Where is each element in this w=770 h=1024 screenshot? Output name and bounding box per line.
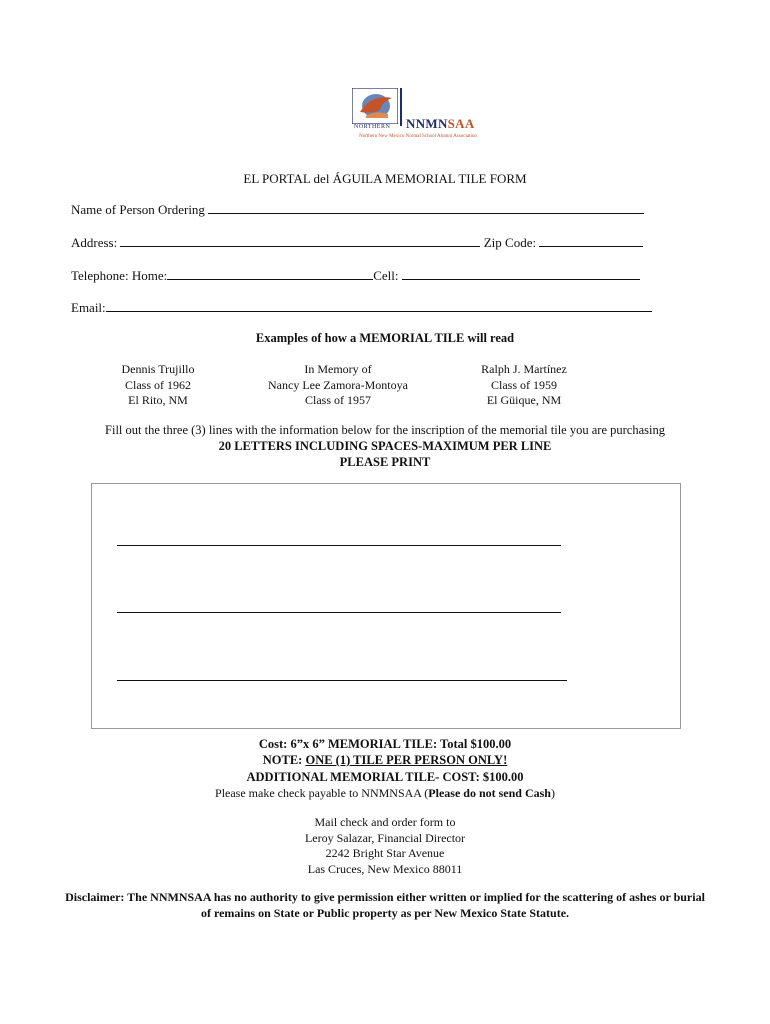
disclaimer-text: Disclaimer: The NNMNSAA has no authority to give permission either written or implied for the scattering of ashes or burial of remains on State or Public property as per New Mexico State Statute.	[65, 890, 705, 920]
inscription-line-3[interactable]	[117, 680, 567, 681]
phone-home-label: Telephone: Home:	[71, 268, 168, 283]
mailing-address	[0, 815, 770, 877]
please-print-text: PLEASE PRINT	[339, 455, 431, 469]
example-line: Class of 1957	[305, 393, 371, 407]
mail-line: Leroy Salazar, Financial Director	[304, 830, 466, 845]
name-field[interactable]	[208, 202, 644, 214]
logo-divider	[400, 88, 402, 126]
example-line: In Memory of	[304, 362, 372, 376]
logo-subtitle: Northern New Mexico Normal School Alumni Association	[359, 134, 477, 139]
mail-line: 2242 Bright Star Avenue	[325, 846, 445, 860]
phone-row	[71, 268, 640, 284]
form-title: EL PORTAL del ÁGUILA MEMORIAL TILE FORM	[243, 171, 527, 186]
example-3	[464, 362, 584, 409]
inscription-line-2[interactable]	[117, 612, 561, 613]
zip-field[interactable]	[539, 235, 643, 247]
example-line: Class of 1959	[491, 377, 557, 392]
check-prefix: Please make check payable to NNMNSAA (	[215, 786, 429, 800]
check-suffix: )	[550, 786, 555, 800]
logo-northern-text: NORTHERN	[354, 124, 391, 130]
example-2	[248, 362, 428, 409]
example-1	[98, 362, 218, 409]
eagle-emblem-icon	[352, 88, 398, 124]
note-prefix: NOTE:	[262, 753, 306, 767]
cost-text: Cost: 6”x 6” MEMORIAL TILE: Total $100.00	[258, 737, 512, 751]
note-text	[0, 753, 770, 768]
address-field[interactable]	[120, 235, 480, 247]
example-line: El Güique, NM	[486, 393, 562, 407]
name-label: Name of Person Ordering	[71, 202, 205, 217]
example-line: Nancy Lee Zamora-Montoya	[268, 377, 408, 392]
logo-nnm-text: NNMN	[406, 116, 448, 131]
cell-field[interactable]	[402, 268, 640, 280]
logo-wordmark	[406, 116, 475, 132]
logo-saa-text: SAA	[447, 116, 475, 131]
example-line: Ralph J. Martínez	[481, 362, 567, 376]
instructions-text: Fill out the three (3) lines with the information below for the inscription of the memorial tile you are purchasing	[105, 423, 665, 437]
examples-title: Examples of how a MEMORIAL TILE will read	[255, 331, 515, 345]
cell-label: Cell:	[373, 268, 399, 283]
name-row	[71, 202, 644, 218]
example-line: Dennis Trujillo	[121, 362, 195, 376]
check-bold: Please do not send Cash	[428, 786, 551, 800]
inscription-line-1[interactable]	[117, 545, 561, 546]
note-underlined: ONE (1) TILE PER PERSON ONLY!	[305, 753, 508, 767]
check-payable-text	[0, 786, 770, 801]
phone-home-field[interactable]	[167, 268, 373, 280]
mail-line: Mail check and order form to	[314, 815, 456, 829]
address-label: Address:	[71, 235, 118, 250]
max-letters-text: 20 LETTERS INCLUDING SPACES-MAXIMUM PER LINE	[218, 439, 552, 453]
zip-label: Zip Code:	[483, 235, 537, 250]
address-row	[71, 235, 643, 251]
mail-line: Las Cruces, New Mexico 88011	[307, 861, 463, 876]
email-label: Email:	[71, 300, 106, 315]
email-row	[71, 300, 652, 316]
association-logo	[348, 86, 488, 144]
additional-cost-text: ADDITIONAL MEMORIAL TILE- COST: $100.00	[246, 770, 524, 784]
example-line: Class of 1962	[125, 377, 191, 392]
email-field[interactable]	[106, 300, 652, 312]
inscription-box	[91, 483, 681, 729]
example-line: El Rito, NM	[128, 393, 188, 407]
